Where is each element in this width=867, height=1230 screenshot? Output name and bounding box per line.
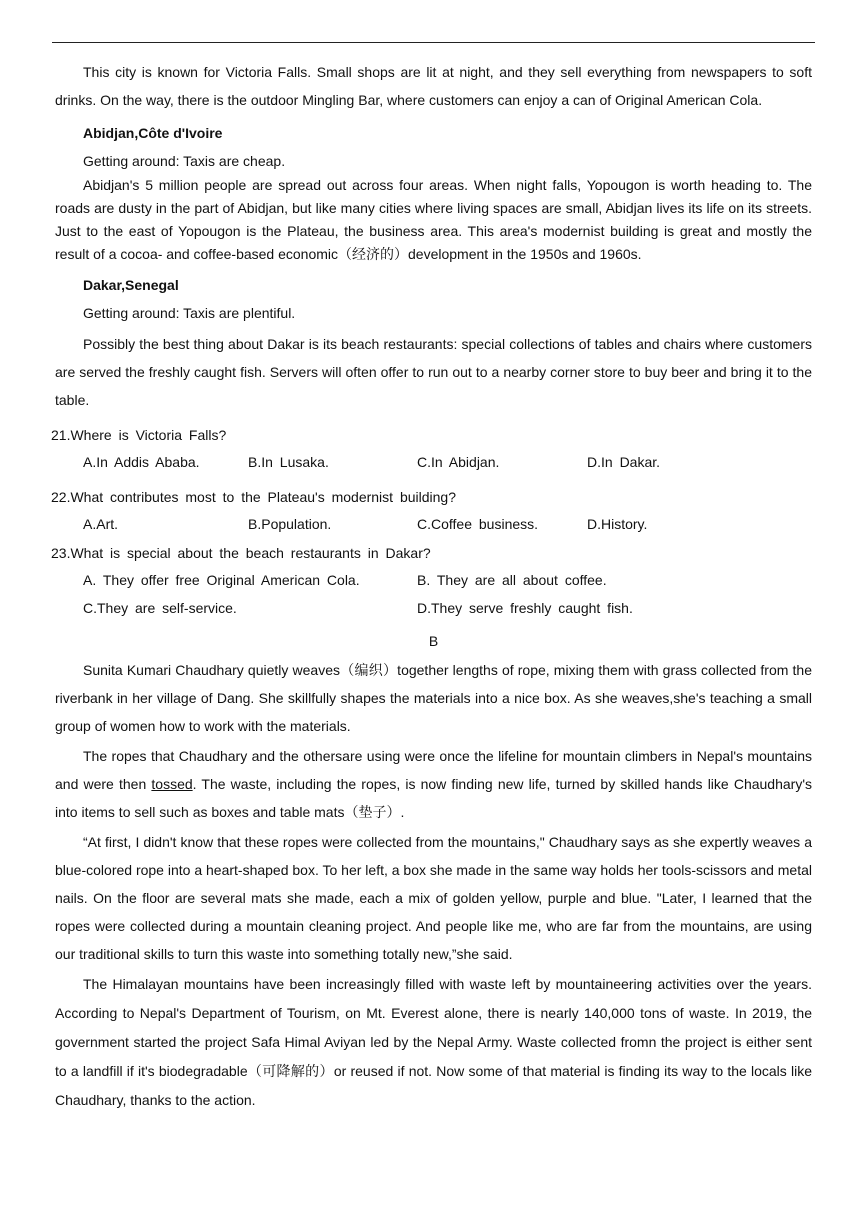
- q21-option-b: B.In Lusaka.: [248, 454, 329, 470]
- passage-b-paragraph-3: “At first, I didn't know that these ropes were collected from the mountains," Chaudhary says as she expertly weaves a blue-colored rope into a heart-shaped box. To her left, a box she made in the same way holds her tools-scissors and metal nails. On the floor are several mats she made, each a mix of golden yellow, purple and blue. "Later, I learned that the ropes were collected during a mountain cleaning project. And people like me, who are far from the mountains, are using our traditional skills to turn this waste into something totally new,”she said.: [55, 834, 812, 962]
- question-23: 23.What is special about the beach restaurants in Dakar?: [51, 545, 431, 561]
- q23-option-c: C.They are self-service.: [83, 600, 237, 616]
- question-22: 22.What contributes most to the Plateau's modernist building?: [51, 489, 456, 505]
- dakar-getting-around: Getting around: Taxis are plentiful.: [83, 305, 296, 321]
- q22-option-a: A.Art.: [83, 516, 119, 532]
- q21-option-c: C.In Abidjan.: [417, 454, 500, 470]
- para2-before-text: The ropes that Chaudhary and the othersare using were once the lifeline for mountain climbers in Nepal's mountains and were then: [55, 748, 812, 792]
- q23-option-a: A. They offer free Original American Cola.: [83, 572, 360, 588]
- q22-option-c: C.Coffee business.: [417, 516, 539, 532]
- dakar-heading: Dakar,Senegal: [83, 277, 179, 293]
- tossed-underlined-word: tossed: [151, 776, 193, 792]
- question-22-options: [55, 510, 812, 538]
- q23-option-b: B. They are all about coffee.: [417, 572, 607, 588]
- abidjan-paragraph: Abidjan's 5 million people are spread out across four areas. When night falls, Yopougon is worth heading to. The roads are dusty in the part of Abidjan, but like many cities where living spaces are small, Abidjan lives its life on its streets. Just to the east of Yopougon is the Plateau, the business area. This area's modernist building is great and mostly the result of a cocoa- and coffee-based economic（经济的）development in the 1950s and 1960s.: [55, 177, 812, 262]
- passage-b-paragraph-1: Sunita Kumari Chaudhary quietly weaves（编织）together lengths of rope, mixing them with grass collected from the riverbank in her village of Dang. She skillfully shapes the materials into a nice box. As she weaves,she's teaching a small group of women how to work with the materials.: [55, 662, 812, 734]
- passage-b-paragraph-2: [55, 742, 812, 826]
- passage-b-paragraph-4: The Himalayan mountains have been increasingly filled with waste left by mountaineering activities over the years. According to Nepal's Department of Tourism, on Mt. Everest alone, there is nearly 140,000 tons of waste. In 2019, the government started the project Safa Himal Aviyan led by the Nepal Army. Waste collected fromn the project is either sent to a landfill if it's biodegradable（可降解的）or reused if not. Now some of that material is finding its way to the locals like Chaudhary, thanks to the action.: [55, 976, 812, 1108]
- abidjan-heading: Abidjan,Côte d'Ivoire: [83, 125, 223, 141]
- abidjan-getting-around: Getting around: Taxis are cheap.: [83, 153, 286, 169]
- q21-option-d: D.In Dakar.: [587, 454, 661, 470]
- question-23-options-row1: [55, 566, 812, 594]
- q22-option-b: B.Population.: [248, 516, 332, 532]
- question-23-options-row2: [55, 594, 812, 622]
- header-rule: [52, 42, 815, 43]
- para2-after-text: . The waste, including the ropes, is now finding new life, turned by skilled hands like Chaudhary's into items to sell such as boxes and table mats（垫子）.: [55, 776, 812, 820]
- question-21: 21.Where is Victoria Falls?: [51, 427, 227, 443]
- victoria-falls-paragraph: This city is known for Victoria Falls. Small shops are lit at night, and they sell everything from newspapers to soft drinks. On the way, there is the outdoor Mingling Bar, where customers can enjoy a can of Original American Cola.: [55, 64, 812, 108]
- dakar-paragraph: Possibly the best thing about Dakar is its beach restaurants: special collections of tables and chairs where customers are served the freshly caught fish. Servers will often offer to run out to a nearby corner store to buy beer and bring it to the table.: [55, 336, 812, 408]
- q21-option-a: A.In Addis Ababa.: [83, 454, 200, 470]
- question-21-options: [55, 448, 812, 476]
- q22-option-d: D.History.: [587, 516, 648, 532]
- page-content: [51, 58, 812, 1115]
- q23-option-d: D.They serve freshly caught fish.: [417, 600, 633, 616]
- section-b-label: B: [428, 633, 439, 649]
